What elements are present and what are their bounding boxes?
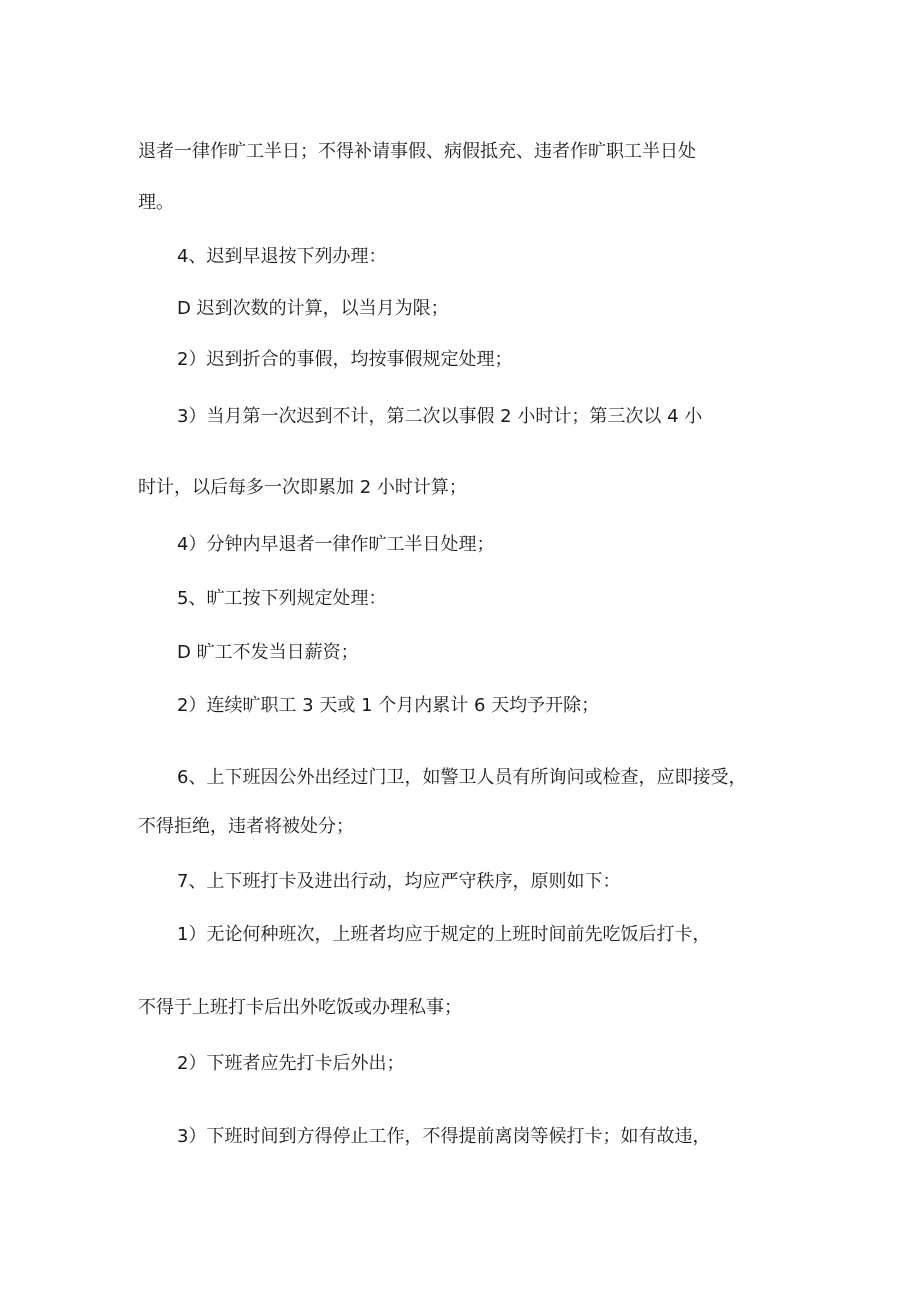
- paragraph-line: 5、旷工按下列规定处理：: [177, 588, 387, 609]
- paragraph-line: D 旷工不发当日薪资；: [177, 642, 359, 663]
- paragraph-line: 不得于上班打卡后出外吃饭或办理私事；: [138, 997, 462, 1018]
- paragraph-line: 6、上下班因公外出经过门卫，如警卫人员有所询问或检查，应即接受，: [177, 767, 747, 788]
- paragraph-line: 4、迟到早退按下列办理：: [177, 246, 387, 267]
- paragraph-line: 3）下班时间到方得停止工作，不得提前离岗等候打卡；如有故违，: [177, 1126, 711, 1147]
- paragraph-line: 2）下班者应先打卡后外出；: [177, 1053, 405, 1074]
- paragraph-line: 4）分钟内早退者一律作旷工半日处理；: [177, 534, 495, 555]
- paragraph-line: 退者一律作旷工半日；不得补请事假、病假抵充、违者作旷职工半日处: [138, 141, 696, 162]
- paragraph-line: 不得拒绝，违者将被处分；: [138, 816, 354, 837]
- paragraph-line: 时计，以后每多一次即累加 2 小时计算；: [138, 477, 467, 498]
- paragraph-line: 2）迟到折合的事假，均按事假规定处理；: [177, 349, 513, 370]
- paragraph-line: 理。: [138, 192, 174, 213]
- paragraph-line: 2）连续旷职工 3 天或 1 个月内累计 6 天均予开除；: [177, 695, 600, 716]
- paragraph-line: 7、上下班打卡及进出行动，均应严守秩序，原则如下：: [177, 871, 621, 892]
- paragraph-line: 3）当月第一次迟到不计，第二次以事假 2 小时计；第三次以 4 小: [177, 406, 703, 427]
- paragraph-line: 1）无论何种班次，上班者均应于规定的上班时间前先吃饭后打卡，: [177, 924, 711, 945]
- paragraph-line: D 迟到次数的计算，以当月为限；: [177, 298, 449, 319]
